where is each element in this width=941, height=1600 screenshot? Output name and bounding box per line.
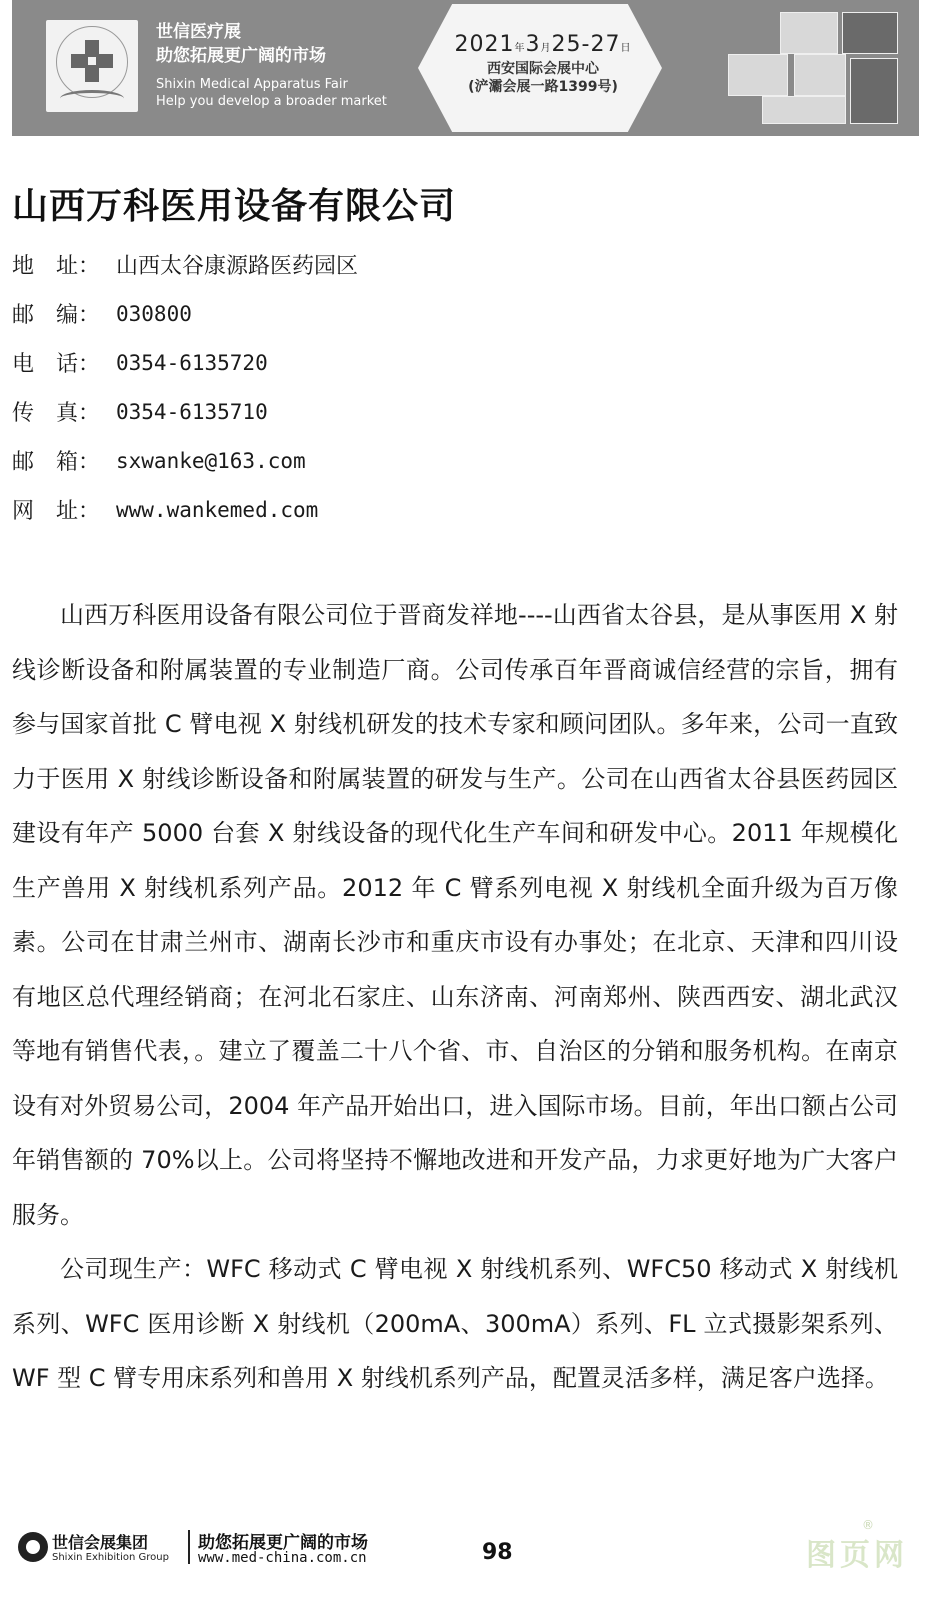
phone-label: 电 话：: [12, 352, 101, 377]
footer-url: www.med-china.com.cn: [198, 1550, 367, 1566]
fair-venue: 西安国际会展中心 (浐灞会展一路1399号): [468, 61, 618, 95]
watermark-registered-mark: ®: [862, 1518, 874, 1532]
fax-label: 传 真：: [12, 401, 101, 426]
banner-title-cn: 世信医疗展 助您拓展更广阔的市场: [156, 22, 326, 66]
page-footer: [0, 1518, 941, 1600]
phone-row: [12, 338, 358, 387]
fax-row: [12, 387, 358, 436]
group-name-en: Shixin Exhibition Group: [52, 1552, 169, 1563]
header-banner: [12, 0, 919, 136]
company-description: [12, 588, 898, 1406]
description-paragraph-1: 山西万科医用设备有限公司位于晋商发祥地----山西省太谷县，是从事医用 X 射线诊断设备和附属装置的专业制造厂商。公司传承百年晋商诚信经营的宗旨，拥有参与国家首批 C 臂电视 X 射线机研发的技术专家和顾问团队。多年来，公司一直致力于医用 X 射线诊断设备和附属装置的研发与生产。公司在山西省太谷县医药园区建设有年产 5000 台套 X 射线设备的现代化生产车间和研发中心。2011 年规模化生产兽用 X 射线机系列产品。2012 年 C 臂系列电视 X 射线机全面升级为百万像素。公司在甘肃兰州市、湖南长沙市和重庆市设有办事处；在北京、天津和四川设有地区总代理经销商；在河北石家庄、山东济南、河南郑州、陕西西安、湖北武汉等地有销售代表，。建立了覆盖二十八个省、市、自治区的分销和服务机构。在南京设有对外贸易公司，2004 年产品开始出口，进入国际市场。目前，年出口额占公司年销售额的 70%以上。公司将坚持不懈地改进和开发产品，力求更好地为广大客户服务。: [12, 601, 898, 1229]
phone-value: 0354-6135720: [116, 350, 268, 375]
email-value: sxwanke@163.com: [116, 448, 306, 473]
footer-slogan: 助您拓展更广阔的市场: [198, 1533, 368, 1553]
address-label: 地 址：: [12, 254, 101, 279]
address-value: 山西太谷康源路医药园区: [116, 254, 359, 279]
description-paragraph-2: 公司现生产：WFC 移动式 C 臂电视 X 射线机系列、WFC50 移动式 X 射线机系列、WFC 医用诊断 X 射线机（200mA、300mA）系列、FL 立式摄影架系列、WF 型 C 臂专用床系列和兽用 X 射线机系列产品，配置灵活多样，满足客户选择。: [12, 1255, 898, 1392]
website-label: 网 址：: [12, 499, 101, 524]
footer-divider: [188, 1530, 190, 1564]
group-name-cn: 世信会展集团: [52, 1533, 149, 1552]
banner-title-en: Shixin Medical Apparatus Fair Help you develop a broader market: [156, 77, 387, 109]
website-value: www.wankemed.com: [116, 497, 319, 522]
postcode-row: [12, 289, 358, 338]
email-label: 邮 箱：: [12, 450, 101, 475]
watermark: 图页网: [806, 1538, 908, 1573]
banner-photo-collage: [702, 8, 902, 128]
postcode-label: 邮 编：: [12, 303, 101, 328]
email-row: [12, 436, 358, 485]
fair-date: 2021年3月25-27日: [454, 32, 632, 57]
contact-info: [12, 240, 358, 534]
page-number: 98: [482, 1540, 513, 1565]
company-name: 山西万科医用设备有限公司: [12, 186, 457, 227]
website-row: [12, 485, 358, 534]
fair-logo: [46, 20, 138, 112]
postcode-value: 030800: [116, 301, 192, 326]
address-row: [12, 240, 358, 289]
fax-value: 0354-6135710: [116, 399, 268, 424]
